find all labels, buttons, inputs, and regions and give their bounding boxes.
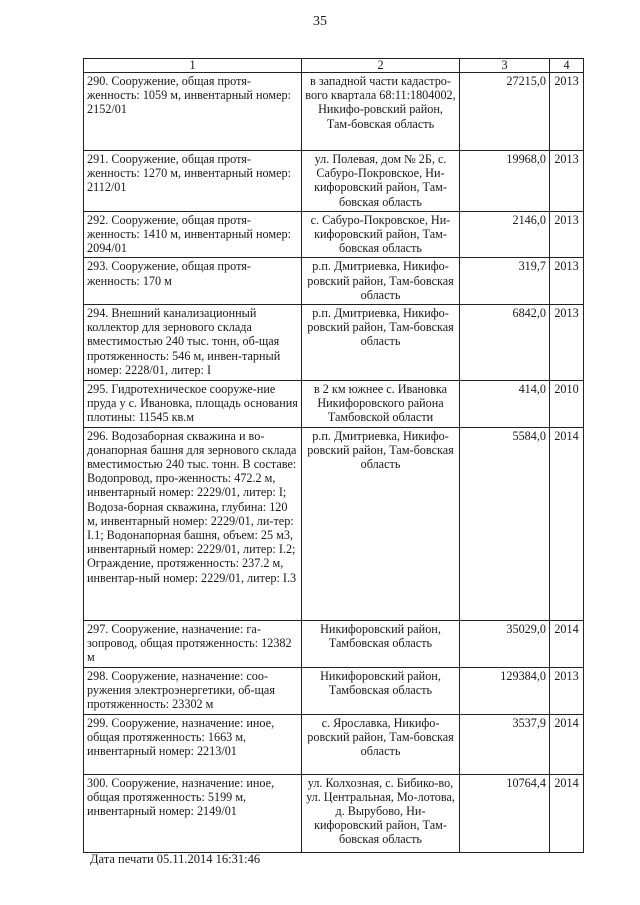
table-row <box>84 258 584 305</box>
object-description: 298. Сооружение, назначение: соо-ружения электроэнергетики, об-щая протяженность: 23302 м <box>84 667 302 714</box>
object-value: 5584,0 <box>460 427 550 620</box>
object-year: 2014 <box>550 620 584 667</box>
column-header-2: 2 <box>302 59 460 73</box>
column-header-1: 1 <box>84 59 302 73</box>
object-year: 2010 <box>550 381 584 428</box>
object-year: 2014 <box>550 774 584 852</box>
object-location: в 2 км южнее с. Ивановка Никифоровского района Тамбовской области <box>302 381 460 428</box>
object-description: 299. Сооружение, назначение: иное, общая протяженность: 1663 м, инвентарный номер: 2213/01 <box>84 714 302 774</box>
object-description: 292. Сооружение, общая протя-женность: 1410 м, инвентарный номер: 2094/01 <box>84 211 302 258</box>
object-year: 2013 <box>550 667 584 714</box>
table-row <box>84 427 584 620</box>
object-location: с. Ярославка, Никифо-ровский район, Там-бовская область <box>302 714 460 774</box>
table-row <box>84 714 584 774</box>
object-value: 414,0 <box>460 381 550 428</box>
object-location: р.п. Дмитриевка, Никифо-ровский район, Там-бовская область <box>302 258 460 305</box>
object-value: 129384,0 <box>460 667 550 714</box>
object-location: с. Сабуро-Покровское, Ни-кифоровский район, Там-бовская область <box>302 211 460 258</box>
header-row <box>84 59 584 73</box>
object-location: р.п. Дмитриевка, Никифо-ровский район, Там-бовская область <box>302 305 460 381</box>
column-header-3: 3 <box>460 59 550 73</box>
object-value: 10764,4 <box>460 774 550 852</box>
object-description: 295. Гидротехническое сооруже-ние пруда у с. Ивановка, площадь основания плотины: 11545 кв.м <box>84 381 302 428</box>
object-location: ул. Полевая, дом № 2Б, с. Сабуро-Покровское, Ни-кифоровский район, Там-бовская область <box>302 151 460 212</box>
table-row <box>84 305 584 381</box>
object-description: 290. Сооружение, общая протя-женность: 1059 м, инвентарный номер: 2152/01 <box>84 73 302 151</box>
object-location: в западной части кадастро-вого квартала 68:11:1804002, Никифо-ровский район, Там-бовская область <box>302 73 460 151</box>
object-description: 293. Сооружение, общая протя-женность: 170 м <box>84 258 302 305</box>
print-date: Дата печати 05.11.2014 16:31:46 <box>90 852 261 866</box>
table-header <box>84 59 584 73</box>
property-registry-table <box>83 58 584 853</box>
table-row <box>84 73 584 151</box>
table-row <box>84 151 584 212</box>
object-year: 2014 <box>550 714 584 774</box>
object-description: 296. Водозаборная скважина и во-донапорная башня для зернового склада вместимостью 240 тыс. тонн. В составе: Водопровод, про-женность: 472.2 м, инвентарный номер: 2229/01, литер: I; Водоза-борная скважина, глубина: 120 м, инвентарный номер: 2229/01, ли-тер: I.1; Водонапорная башня, объем: 25 м3, инвентарный номер: 2229/01, литер: I.2; Ограждение, протяженность: 237.2 м, инвентар-ный номер: 2229/01, литер: I.3 <box>84 427 302 620</box>
object-description: 297. Сооружение, назначение: га-зопровод, общая протяженность: 12382 м <box>84 620 302 667</box>
object-year: 2013 <box>550 151 584 212</box>
object-location: ул. Колхозная, с. Бибико-во, ул. Центральная, Мо-лотова, д. Вырубово, Ни-кифоровский район, Там-бовская область <box>302 774 460 852</box>
object-year: 2014 <box>550 427 584 620</box>
object-description: 300. Сооружение, назначение: иное, общая протяженность: 5199 м, инвентарный номер: 2149/01 <box>84 774 302 852</box>
page-number: 35 <box>313 14 327 29</box>
object-value: 3537,9 <box>460 714 550 774</box>
object-location: р.п. Дмитриевка, Никифо-ровский район, Там-бовская область <box>302 427 460 620</box>
object-year: 2013 <box>550 258 584 305</box>
object-location: Никифоровский район, Тамбовская область <box>302 667 460 714</box>
object-location: Никифоровский район, Тамбовская область <box>302 620 460 667</box>
object-year: 2013 <box>550 211 584 258</box>
object-year: 2013 <box>550 305 584 381</box>
table-body <box>84 73 584 853</box>
table-row <box>84 774 584 852</box>
object-value: 27215,0 <box>460 73 550 151</box>
object-description: 294. Внешний канализационный коллектор для зернового склада вместимостью 240 тыс. тонн, об-щая протяженность: 546 м, инвен-тарный номер: 2228/01, литер: I <box>84 305 302 381</box>
object-description: 291. Сооружение, общая протя-женность: 1270 м, инвентарный номер: 2112/01 <box>84 151 302 212</box>
table-row <box>84 381 584 428</box>
column-header-4: 4 <box>550 59 584 73</box>
object-value: 19968,0 <box>460 151 550 212</box>
object-value: 319,7 <box>460 258 550 305</box>
object-year: 2013 <box>550 73 584 151</box>
object-value: 6842,0 <box>460 305 550 381</box>
table-row <box>84 667 584 714</box>
table-row <box>84 211 584 258</box>
object-value: 2146,0 <box>460 211 550 258</box>
object-value: 35029,0 <box>460 620 550 667</box>
table-row <box>84 620 584 667</box>
